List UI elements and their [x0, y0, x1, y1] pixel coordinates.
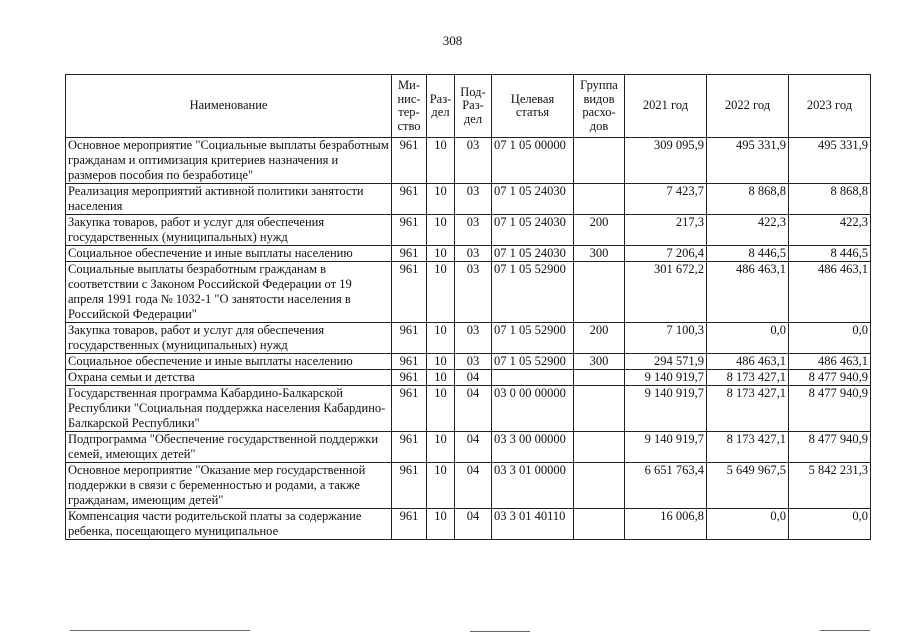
- scan-artifact: [470, 631, 530, 632]
- row-group: 300: [574, 354, 625, 370]
- row-ministry: 961: [392, 246, 427, 262]
- row-2022: 8 868,8: [707, 184, 789, 215]
- row-subsection: 03: [455, 246, 492, 262]
- table-row: [66, 432, 871, 463]
- row-2022: 0,0: [707, 509, 789, 540]
- row-2023: 8 477 940,9: [789, 370, 871, 386]
- row-subsection: 03: [455, 184, 492, 215]
- row-2023: 422,3: [789, 215, 871, 246]
- row-group: [574, 463, 625, 509]
- row-2023: 0,0: [789, 323, 871, 354]
- row-name: Реализация мероприятий активной политики занятости населения: [66, 184, 392, 215]
- row-ministry: 961: [392, 184, 427, 215]
- row-subsection: 03: [455, 215, 492, 246]
- row-section: 10: [427, 215, 455, 246]
- table-row: [66, 509, 871, 540]
- row-name: Социальное обеспечение и иные выплаты населению: [66, 246, 392, 262]
- row-2023: 8 868,8: [789, 184, 871, 215]
- row-name: Основное мероприятие "Оказание мер государственной поддержки в связи с беременностью и родами, а также гражданам, имеющим детей": [66, 463, 392, 509]
- row-2022: 8 173 427,1: [707, 386, 789, 432]
- table-row: [66, 184, 871, 215]
- row-target: 03 3 01 00000: [492, 463, 574, 509]
- row-2021: 16 006,8: [625, 509, 707, 540]
- row-subsection: 04: [455, 509, 492, 540]
- header-subsection: Под- Раз- дел: [455, 75, 492, 138]
- row-group: [574, 370, 625, 386]
- row-name: Подпрограмма "Обеспечение государственной поддержки семей, имеющих детей": [66, 432, 392, 463]
- header-name: Наименование: [66, 75, 392, 138]
- row-name: Компенсация части родительской платы за содержание ребенка, посещающего муниципальное: [66, 509, 392, 540]
- row-group: 200: [574, 215, 625, 246]
- row-group: [574, 138, 625, 184]
- row-2021: 7 100,3: [625, 323, 707, 354]
- row-target: 03 0 00 00000: [492, 386, 574, 432]
- scan-artifact: [70, 630, 250, 631]
- row-target: 07 1 05 00000: [492, 138, 574, 184]
- row-2023: 8 477 940,9: [789, 432, 871, 463]
- table-row: [66, 463, 871, 509]
- header-section: Раз- дел: [427, 75, 455, 138]
- row-subsection: 04: [455, 386, 492, 432]
- row-section: 10: [427, 509, 455, 540]
- row-2023: 486 463,1: [789, 262, 871, 323]
- row-2022: 422,3: [707, 215, 789, 246]
- row-2021: 9 140 919,7: [625, 370, 707, 386]
- header-target: Целевая статья: [492, 75, 574, 138]
- row-section: 10: [427, 323, 455, 354]
- page-number: 308: [442, 33, 463, 48]
- row-ministry: 961: [392, 432, 427, 463]
- row-target: 07 1 05 52900: [492, 262, 574, 323]
- row-group: [574, 262, 625, 323]
- row-target: 07 1 05 24030: [492, 246, 574, 262]
- row-subsection: 04: [455, 463, 492, 509]
- row-name: Государственная программа Кабардино-Балкарской Республики "Социальная поддержка населения Кабардино-Балкарской Республики": [66, 386, 392, 432]
- row-2021: 7 423,7: [625, 184, 707, 215]
- row-target: 03 3 01 40110: [492, 509, 574, 540]
- row-2021: 294 571,9: [625, 354, 707, 370]
- row-ministry: 961: [392, 463, 427, 509]
- row-group: [574, 386, 625, 432]
- row-2021: 7 206,4: [625, 246, 707, 262]
- row-name: Закупка товаров, работ и услуг для обеспечения государственных (муниципальных) нужд: [66, 215, 392, 246]
- table-row: [66, 246, 871, 262]
- row-2022: 486 463,1: [707, 354, 789, 370]
- row-ministry: 961: [392, 215, 427, 246]
- row-ministry: 961: [392, 138, 427, 184]
- row-target: 07 1 05 52900: [492, 354, 574, 370]
- row-2021: 301 672,2: [625, 262, 707, 323]
- row-2023: 486 463,1: [789, 354, 871, 370]
- row-target: 07 1 05 52900: [492, 323, 574, 354]
- scan-artifact: [820, 630, 870, 631]
- table-row: [66, 215, 871, 246]
- row-2021: 309 095,9: [625, 138, 707, 184]
- row-name: Социальное обеспечение и иные выплаты населению: [66, 354, 392, 370]
- row-2023: 5 842 231,3: [789, 463, 871, 509]
- row-2021: 9 140 919,7: [625, 432, 707, 463]
- table-row: [66, 370, 871, 386]
- row-ministry: 961: [392, 354, 427, 370]
- row-section: 10: [427, 184, 455, 215]
- row-2021: 9 140 919,7: [625, 386, 707, 432]
- row-section: 10: [427, 246, 455, 262]
- row-group: [574, 509, 625, 540]
- row-ministry: 961: [392, 509, 427, 540]
- header-ministry: Ми- нис- тер- ство: [392, 75, 427, 138]
- row-2022: 486 463,1: [707, 262, 789, 323]
- table-row: [66, 323, 871, 354]
- row-subsection: 03: [455, 138, 492, 184]
- header-2021: 2021 год: [625, 75, 707, 138]
- row-ministry: 961: [392, 370, 427, 386]
- row-2022: 8 446,5: [707, 246, 789, 262]
- header-2023: 2023 год: [789, 75, 871, 138]
- row-target: 07 1 05 24030: [492, 184, 574, 215]
- row-subsection: 03: [455, 262, 492, 323]
- row-subsection: 04: [455, 432, 492, 463]
- row-subsection: 03: [455, 323, 492, 354]
- header-group: Группа видов расхо- дов: [574, 75, 625, 138]
- row-name: Социальные выплаты безработным гражданам в соответствии с Законом Российской Федерации от 19 апреля 1991 года № 1032-1 "О занятости населения в Российской Федерации": [66, 262, 392, 323]
- row-group: 300: [574, 246, 625, 262]
- table-row: [66, 138, 871, 184]
- table-row: [66, 262, 871, 323]
- row-name: Закупка товаров, работ и услуг для обеспечения государственных (муниципальных) нужд: [66, 323, 392, 354]
- row-subsection: 04: [455, 370, 492, 386]
- row-subsection: 03: [455, 354, 492, 370]
- row-group: [574, 184, 625, 215]
- row-2022: 495 331,9: [707, 138, 789, 184]
- row-ministry: 961: [392, 262, 427, 323]
- row-2023: 8 477 940,9: [789, 386, 871, 432]
- row-2022: 5 649 967,5: [707, 463, 789, 509]
- row-section: 10: [427, 463, 455, 509]
- row-target: [492, 370, 574, 386]
- row-name: Охрана семьи и детства: [66, 370, 392, 386]
- header-2022: 2022 год: [707, 75, 789, 138]
- table-row: [66, 386, 871, 432]
- row-2021: 6 651 763,4: [625, 463, 707, 509]
- row-name: Основное мероприятие "Социальные выплаты безработным гражданам и оптимизация критериев назначения и размеров пособия по безработице": [66, 138, 392, 184]
- row-section: 10: [427, 138, 455, 184]
- row-2023: 8 446,5: [789, 246, 871, 262]
- row-section: 10: [427, 432, 455, 463]
- table-row: [66, 354, 871, 370]
- row-2023: 0,0: [789, 509, 871, 540]
- row-2022: 8 173 427,1: [707, 432, 789, 463]
- row-group: [574, 432, 625, 463]
- row-ministry: 961: [392, 323, 427, 354]
- row-2023: 495 331,9: [789, 138, 871, 184]
- header-row: [66, 75, 871, 138]
- row-section: 10: [427, 354, 455, 370]
- row-ministry: 961: [392, 386, 427, 432]
- row-section: 10: [427, 370, 455, 386]
- row-2021: 217,3: [625, 215, 707, 246]
- row-group: 200: [574, 323, 625, 354]
- row-target: 07 1 05 24030: [492, 215, 574, 246]
- row-2022: 0,0: [707, 323, 789, 354]
- row-2022: 8 173 427,1: [707, 370, 789, 386]
- row-section: 10: [427, 262, 455, 323]
- row-target: 03 3 00 00000: [492, 432, 574, 463]
- row-section: 10: [427, 386, 455, 432]
- budget-table: [65, 74, 871, 540]
